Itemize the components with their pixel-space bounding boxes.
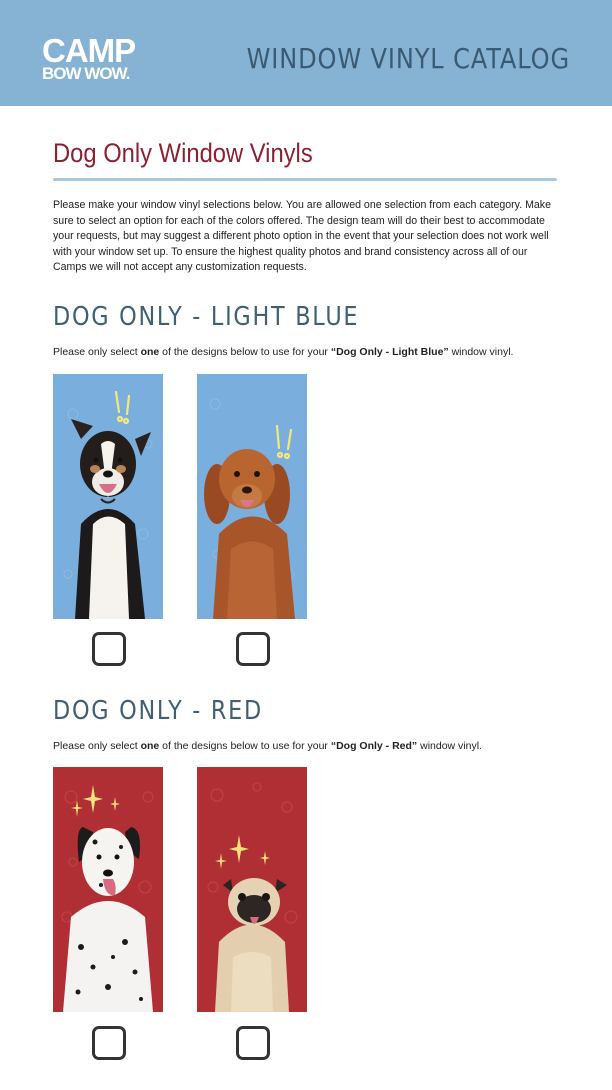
design-card-tricolor-terrier[interactable] (53, 374, 163, 619)
title-divider (53, 178, 557, 181)
header-band (0, 0, 612, 106)
catalog-title: WINDOW VINYL CATALOG (246, 42, 570, 75)
select-checkbox-cocker-spaniel[interactable] (236, 632, 270, 666)
select-checkbox-pug[interactable] (236, 1026, 270, 1060)
cocker-spaniel-image (197, 374, 307, 619)
intro-paragraph: Please make your window vinyl selections below. You are allowed one selection from each category. Make sure to select an option for each of the colors offered. The design team will do their best to accommodate your requests, but may suggest a different photo option in the event that your selection does not work well with your window set up. To ensure the highest quality photos and brand consistency across all of our Camps we will not accept any customization requests. (53, 199, 551, 274)
section-desc-red: Please only select one of the designs below to use for your “Dog Only - Red” window vinyl. (53, 740, 482, 752)
camp-bow-wow-logo: CAMP BOW WOW. (42, 32, 136, 83)
design-card-cocker-spaniel[interactable] (197, 374, 307, 619)
section-desc-light-blue: Please only select one of the designs below to use for your “Dog Only - Light Blue” window vinyl. (53, 346, 514, 358)
pug-image (197, 767, 307, 1012)
tricolor-terrier-image (53, 374, 163, 619)
dalmatian-image (53, 767, 163, 1012)
select-checkbox-tricolor-terrier[interactable] (92, 632, 126, 666)
design-card-dalmatian[interactable] (53, 767, 163, 1012)
section-title-red: DOG ONLY - RED (53, 696, 263, 726)
design-card-pug[interactable] (197, 767, 307, 1012)
select-checkbox-dalmatian[interactable] (92, 1026, 126, 1060)
torn-edge (0, 94, 612, 108)
page-title: Dog Only Window Vinyls (53, 138, 313, 168)
section-title-light-blue: DOG ONLY - LIGHT BLUE (53, 302, 360, 332)
